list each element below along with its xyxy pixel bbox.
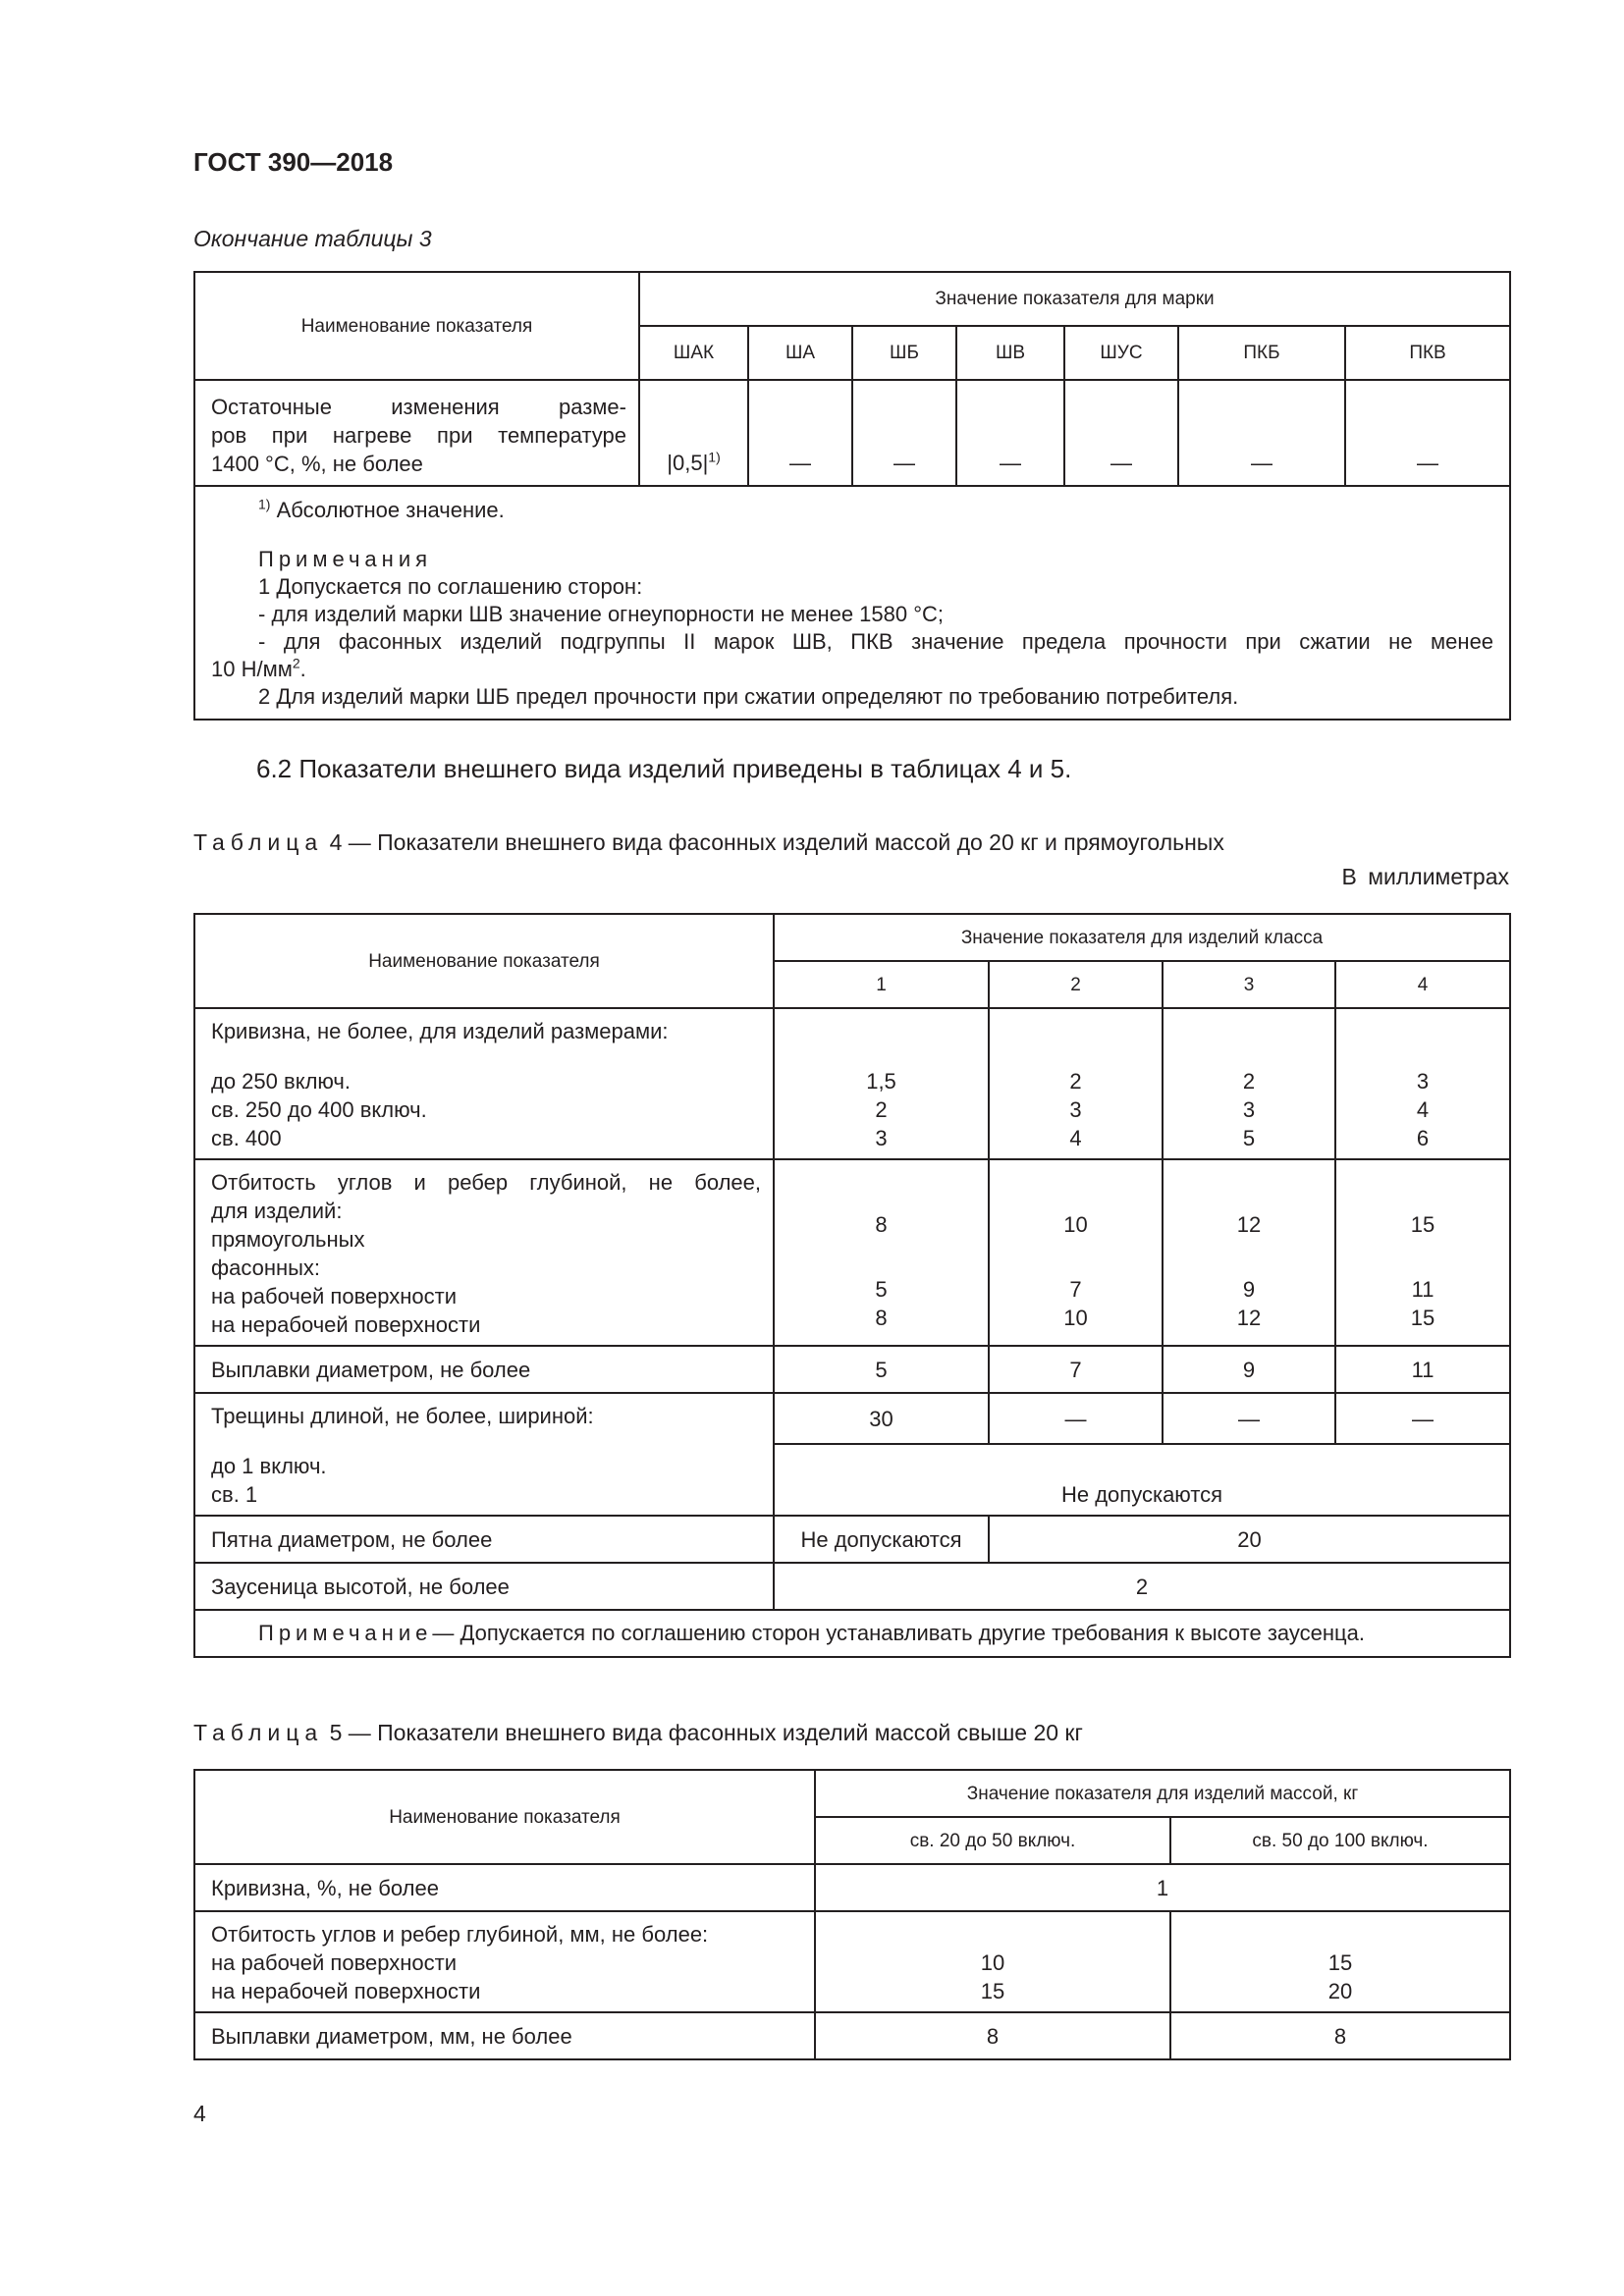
spots-label: Пятна диаметром, не более [211,1526,493,1552]
table4-melts-label [194,1346,774,1393]
table4-spots-others: 20 [989,1516,1510,1563]
table3-note1-b: - для фасонных изделий подгруппы II марок ШВ, ПКВ значение предела прочности при сжатии не менее [258,629,1494,654]
value: 2 [1069,1069,1082,1094]
table-4 [193,913,1511,1658]
table3-header-indicator: Наименование показателя [194,272,639,380]
value: 5 [1242,1126,1256,1150]
table4-chipping-class1 [774,1159,989,1346]
size-row: до 250 включ. [211,1069,351,1094]
table4-header-indicator: Наименование показателя [194,914,774,1008]
period: . [299,657,306,681]
table4-spots-label [194,1516,774,1563]
dash: — [1110,451,1132,475]
table3-brand-shv: ШВ [956,326,1064,380]
value: 8 [875,1306,888,1330]
value: 8 [875,1212,888,1237]
cracks-label: Трещины длиной, не более, шириной: [211,1404,594,1428]
value: 2 [1242,1069,1256,1094]
table4-melts-class3: 9 [1163,1346,1335,1393]
melts-label: Выплавки диаметром, мм, не более [211,2023,572,2049]
value: 6 [1416,1126,1430,1150]
value: 3 [875,1126,888,1150]
table3-value-shak [639,380,748,486]
caption-text: 5 — Показатели внешнего вида фасонных изделий массой свыше 20 кг [329,1720,1083,1745]
value: 10 [980,1950,1005,1975]
table3-note1: 1 Допускается по соглашению сторон: [258,574,643,599]
table3-value-pkb [1178,380,1345,486]
dash: — [1000,451,1021,475]
table4-units [1341,864,1509,890]
table4-chipping-class3 [1163,1159,1335,1346]
caption-word: Таблица [193,829,324,855]
value: 10 [1063,1306,1088,1330]
curvature-title: Кривизна, не более, для изделий размерами: [211,1019,669,1043]
table5-melts-col2: 8 [1170,2012,1510,2059]
table4-curvature-class1 [774,1008,989,1159]
value: 15 [980,1979,1005,2003]
value: 2 [875,1097,888,1122]
table3-value-sha [748,380,852,486]
table4-class-4: 4 [1335,961,1510,1008]
note-text: — Допускается по соглашению сторон устанавливать другие требования к высоте заусенца. [432,1621,1365,1645]
table4-melts-class1: 5 [774,1346,989,1393]
value: 5 [875,1277,888,1302]
value: 12 [1236,1212,1262,1237]
table3-row-line1: Остаточные изменения разме- [211,395,626,419]
table5-chipping-col2 [1170,1911,1510,2012]
table5-chipping-col1 [815,1911,1170,2012]
table3-shak-footnote-mark: 1) [708,449,721,465]
cracks-sub1: до 1 включ. [211,1454,327,1478]
value: 20 [1327,1979,1353,2003]
size-row: св. 400 [211,1126,282,1150]
dash: — [789,451,811,475]
note-word: Примечание [258,1621,433,1645]
table3-caption: Окончание таблицы 3 [193,226,432,251]
table4-class-1: 1 [774,961,989,1008]
table5-melts-label [194,2012,815,2059]
value: 11 [1411,1277,1435,1302]
value: 12 [1236,1306,1262,1330]
table3-notes-title: Примечания [258,547,433,571]
value: 3 [1416,1069,1430,1094]
value: 1,5 [866,1069,896,1094]
table4-cracks-label [194,1393,774,1516]
table3-header-group: Значение показателя для марки [639,272,1510,326]
table5-header-group: Значение показателя для изделий массой, кг [815,1770,1510,1817]
table5-header-indicator: Наименование показателя [194,1770,815,1864]
unit-exponent: 2 [292,655,300,671]
value: 4 [1069,1126,1082,1150]
table4-class-2: 2 [989,961,1163,1008]
table4-curvature-class3 [1163,1008,1335,1159]
table4-note [194,1610,1510,1657]
table5-chipping-label [194,1911,815,2012]
table4-melts-class2: 7 [989,1346,1163,1393]
table5-caption [193,1720,1083,1746]
units-text: миллиметрах [1368,864,1509,889]
table3-brand-shb: ШБ [852,326,956,380]
table3-shak-value: |0,5| [667,451,709,475]
size-row: св. 250 до 400 включ. [211,1097,427,1122]
chipping-work: на рабочей поверхности [211,1284,457,1308]
chipping-title: Отбитость углов и ребер глубиной, не более, [211,1170,761,1195]
table4-chipping-class2 [989,1159,1163,1346]
table4-cracks-class1: 30 [774,1393,989,1444]
footnote-text: Абсолютное значение. [276,498,505,522]
document-code: ГОСТ 390—2018 [193,147,394,177]
dash: — [1251,451,1272,475]
table3-footnote [211,497,1493,524]
dash: — [1417,451,1439,475]
cracks-sub2: св. 1 [211,1482,258,1507]
page-number: 4 [193,2101,206,2126]
table4-chipping-class4 [1335,1159,1510,1346]
table4-curvature-class4 [1335,1008,1510,1159]
value: 9 [1242,1277,1256,1302]
melts-label: Выплавки диаметром, не более [211,1357,531,1382]
caption-word: Таблица [193,1720,324,1745]
curvature-label: Кривизна, %, не более [211,1875,439,1900]
chipping-rect: прямоугольных [211,1227,365,1252]
table3-brand-shus: ШУС [1064,326,1178,380]
table3-brand-pkv: ПКВ [1345,326,1510,380]
table3-note1-a: - для изделий марки ШВ значение огнеупорности не менее 1580 °С; [258,602,945,626]
table5-col-20-50: св. 20 до 50 включ. [815,1817,1170,1864]
unit-text: 10 Н/мм [211,657,293,681]
table4-cracks-not-allowed [774,1444,1510,1516]
table3-row-line3: 1400 °С, %, не более [211,452,423,476]
table3-brand-shak: ШАК [639,326,748,380]
paragraph-6-2: 6.2 Показатели внешнего вида изделий приведены в таблицах 4 и 5. [256,754,1072,783]
table5-curvature-label [194,1864,815,1911]
table3-row-label [194,380,639,486]
value: 3 [1242,1097,1256,1122]
chipping-nonwork: на нерабочей поверхности [211,1979,481,2003]
value: 7 [1069,1277,1082,1302]
table3-value-pkv [1345,380,1510,486]
value: 3 [1069,1097,1082,1122]
table3-brand-pkb: ПКБ [1178,326,1345,380]
table4-class-3: 3 [1163,961,1335,1008]
table3-notes [194,486,1510,720]
value: 10 [1063,1212,1088,1237]
value: 4 [1416,1097,1430,1122]
not-allowed-text: Не допускаются [1060,1482,1223,1507]
table5-col-50-100: св. 50 до 100 включ. [1170,1817,1510,1864]
dash: — [893,451,915,475]
table4-burr-value: 2 [774,1563,1510,1610]
table5-melts-col1: 8 [815,2012,1170,2059]
table4-chipping-label [194,1159,774,1346]
chipping-title-cont: для изделий: [211,1199,343,1223]
table4-caption [193,829,1224,856]
table4-curvature-label [194,1008,774,1159]
table3-value-shus [1064,380,1178,486]
burr-label: Заусеница высотой, не более [211,1574,510,1599]
table3-note1-b-cont [211,656,1493,683]
table4-spots-class1: Не допускаются [774,1516,989,1563]
units-word: В [1341,864,1362,889]
table4-header-group: Значение показателя для изделий класса [774,914,1510,961]
table3-row-line2: ров при нагреве при температуре [211,423,626,448]
table4-cracks-class2: — [989,1393,1163,1444]
footnote-mark: 1) [258,496,271,512]
table4-cracks-class4: — [1335,1393,1510,1444]
table4-melts-class4: 11 [1335,1346,1510,1393]
value: 15 [1410,1306,1435,1330]
value: 15 [1327,1950,1353,1975]
value: 15 [1410,1212,1435,1237]
chipping-nonwork: на нерабочей поверхности [211,1312,481,1337]
caption-text: 4 — Показатели внешнего вида фасонных изделий массой до 20 кг и прямоугольных [329,829,1224,855]
table3-note2: 2 Для изделий марки ШБ предел прочности при сжатии определяют по требованию потребителя. [258,684,1239,709]
table5-curvature-value: 1 [815,1864,1510,1911]
table-3 [193,271,1511,721]
chipping-title: Отбитость углов и ребер глубиной, мм, не более: [211,1922,709,1947]
chipping-shaped: фасонных: [211,1255,321,1280]
table3-brand-sha: ША [748,326,852,380]
table4-burr-label [194,1563,774,1610]
table4-curvature-class2 [989,1008,1163,1159]
table3-value-shb [852,380,956,486]
table-5 [193,1769,1511,2060]
table4-cracks-class3: — [1163,1393,1335,1444]
chipping-work: на рабочей поверхности [211,1950,457,1975]
table3-value-shv [956,380,1064,486]
